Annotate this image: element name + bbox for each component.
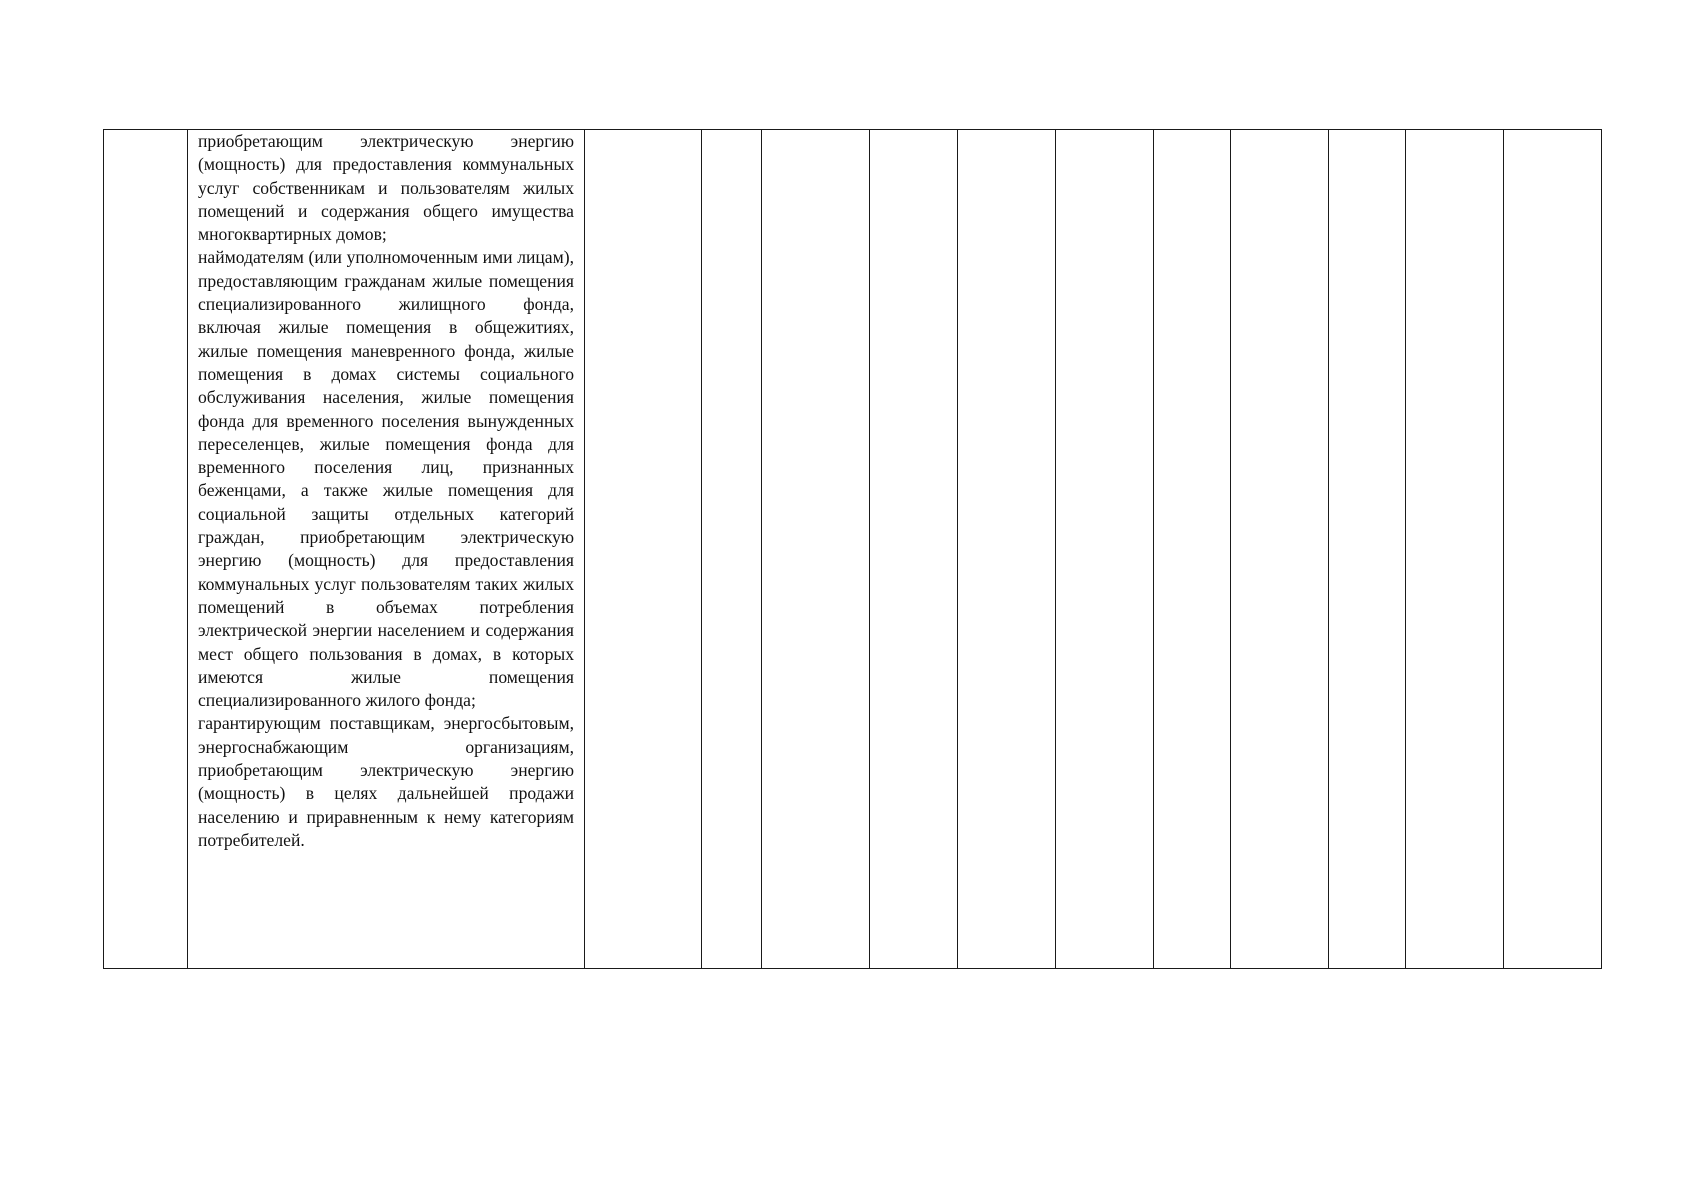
row-number-cell [104, 130, 188, 969]
value-cell-5 [958, 130, 1056, 969]
document-table [103, 129, 1602, 969]
value-cell-7 [1154, 130, 1231, 969]
value-cell-8 [1231, 130, 1329, 969]
description-paragraph-3: гарантирующим поставщикам, энергосбытовым, энергоснабжающим организациям, приобретающим электрическую энергию (мощность) в целях дальнейшей продажи населению и приравненным к нему категориям потребителей. [198, 713, 574, 850]
value-cell-2 [702, 130, 762, 969]
description-cell [188, 130, 585, 969]
table-row [104, 130, 1602, 969]
value-cell-1 [585, 130, 702, 969]
value-cell-3 [762, 130, 870, 969]
value-cell-4 [870, 130, 958, 969]
value-cell-11 [1504, 130, 1602, 969]
value-cell-10 [1406, 130, 1504, 969]
value-cell-6 [1056, 130, 1154, 969]
value-cell-9 [1329, 130, 1406, 969]
description-paragraph-2: наймодателям (или уполномоченным ими лицам), предоставляющим гражданам жилые помещения специализированного жилищного фонда, включая жилые помещения в общежитиях, жилые помещения маневренного фонда, жилые помещения в домах системы социального обслуживания населения, жилые помещения фонда для временного поселения вынужденных переселенцев, жилые помещения фонда для временного поселения лиц, признанных беженцами, а также жилые помещения для социальной защиты отдельных категорий граждан, приобретающим электрическую энергию (мощность) для предоставления коммунальных услуг пользователям таких жилых помещений в объемах потребления электрической энергии населением и содержания мест общего пользования в домах, в которых имеются жилые помещения специализированного жилого фонда; [198, 247, 574, 711]
description-paragraph-1: приобретающим электрическую энергию (мощность) для предоставления коммунальных услуг собственникам и пользователям жилых помещений и содержания общего имущества многоквартирных домов; [198, 131, 574, 245]
